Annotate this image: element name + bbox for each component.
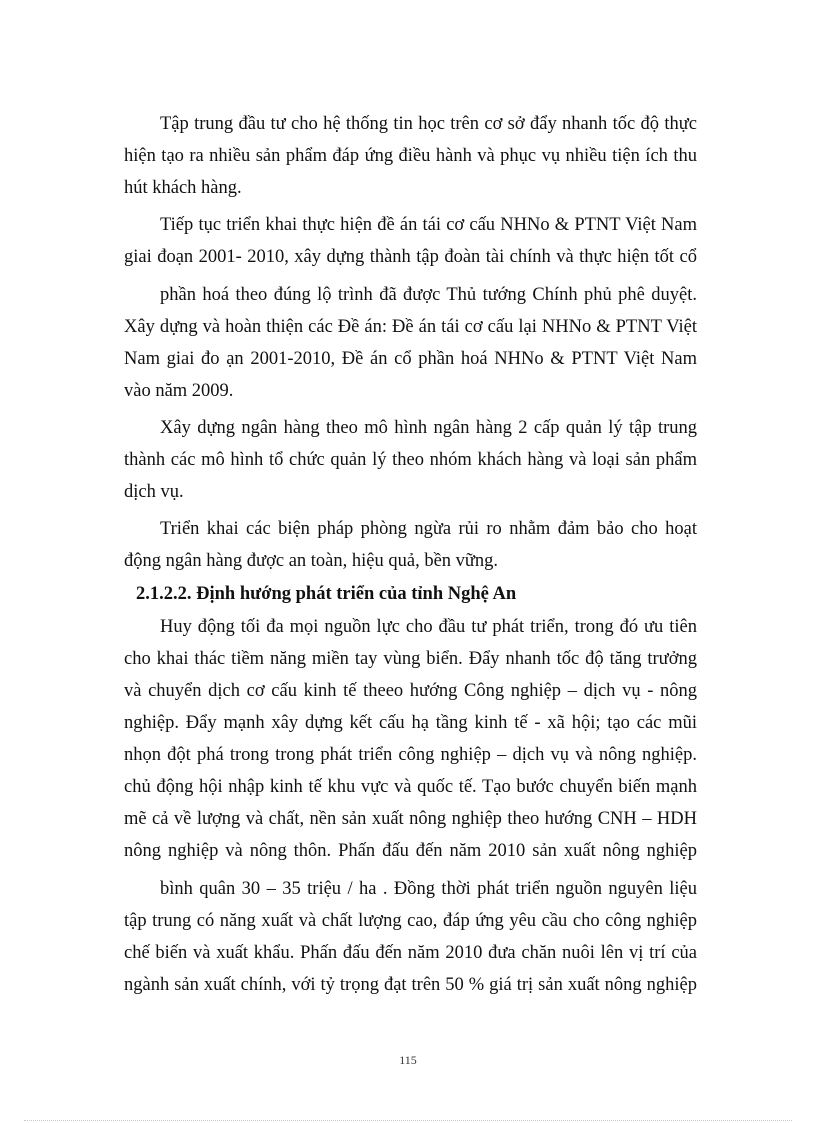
section-heading: 2.1.2.2. Định hướng phát triển của tỉnh Nghệ An [136, 584, 517, 604]
text-line: và chuyển dịch cơ cấu kinh tế theeo hướng Công nghiệp – dịch vụ - nông [124, 681, 697, 701]
text-line: mẽ cả về lượng và chất, nền sản xuất nông nghiệp theo hướng CNH – HDH [124, 809, 697, 829]
paragraph-3 [124, 412, 697, 508]
text-line: Xây dựng ngân hàng theo mô hình ngân hàng 2 cấp quản lý tập trung [160, 418, 697, 438]
text-line: nhọn đột phá trong trong phát triển công nghiệp – dịch vụ và nông nghiệp. [124, 745, 697, 765]
text-line: Tiếp tục triển khai thực hiện đề án tái cơ cấu NHNo & PTNT Việt Nam [160, 215, 697, 235]
text-line: thành các mô hình tổ chức quản lý theo nhóm khách hàng và loại sản phẩm [124, 450, 697, 470]
paragraph-5 [124, 611, 697, 1001]
text-line: động ngân hàng được an toàn, hiệu quả, bền vững. [124, 551, 499, 571]
page-bottom-divider [24, 1120, 792, 1121]
text-line: Nam giai đo ạn 2001-2010, Đề án cổ phần hoá NHNo & PTNT Việt Nam [124, 349, 697, 369]
text-line: Tập trung đầu tư cho hệ thống tin học trên cơ sở đẩy nhanh tốc độ thực [160, 114, 697, 134]
text-line: Triển khai các biện pháp phòng ngừa rủi ro nhằm đảm bảo cho hoạt [160, 519, 697, 539]
text-line: Xây dựng và hoàn thiện các Đề án: Đề án tái cơ cấu lại NHNo & PTNT Việt [124, 317, 697, 337]
text-line: Huy động tối đa mọi nguồn lực cho đầu tư phát triển, trong đó ưu tiên [160, 617, 697, 637]
paragraph-4 [124, 513, 697, 577]
text-line: tập trung có năng xuất và chất lượng cao, đáp ứng yêu cầu cho công nghiệp [124, 911, 697, 931]
page-number: 115 [399, 1053, 417, 1067]
text-line: dịch vụ. [124, 482, 184, 502]
paragraph-2 [124, 209, 697, 407]
text-line: chủ động hội nhập kinh tế khu vực và quốc tế. Tạo bước chuyển biến mạnh [124, 777, 697, 797]
text-line: cho khai thác tiềm năng miền tay vùng biển. Đẩy nhanh tốc độ tăng trưởng [124, 649, 697, 669]
text-line: phần hoá theo đúng lộ trình đã được Thủ tướng Chính phủ phê duyệt. [160, 285, 697, 305]
text-line: giai đoạn 2001- 2010, xây dựng thành tập đoàn tài chính và thực hiện tốt cổ [124, 247, 697, 267]
text-line: hiện tạo ra nhiều sản phẩm đáp ứng điều hành và phục vụ nhiều tiện ích thu [124, 146, 697, 166]
text-line: nông nghiệp và nông thôn. Phấn đấu đến năm 2010 sản xuất nông nghiệp [124, 841, 697, 861]
text-line: nghiệp. Đẩy mạnh xây dựng kết cấu hạ tầng kinh tế - xã hội; tạo các mũi [124, 713, 697, 733]
paragraph-1 [124, 108, 697, 204]
text-line: ngành sản xuất chính, với tỷ trọng đạt trên 50 % giá trị sản xuất nông nghiệp [124, 975, 697, 995]
text-line: vào năm 2009. [124, 381, 234, 401]
text-line: chế biến và xuất khẩu. Phấn đấu đến năm 2010 đưa chăn nuôi lên vị trí của [124, 943, 697, 963]
document-body [124, 108, 697, 1001]
text-line: hút khách hàng. [124, 178, 242, 198]
text-line: bình quân 30 – 35 triệu / ha . Đồng thời phát triển nguồn nguyên liệu [160, 879, 697, 899]
